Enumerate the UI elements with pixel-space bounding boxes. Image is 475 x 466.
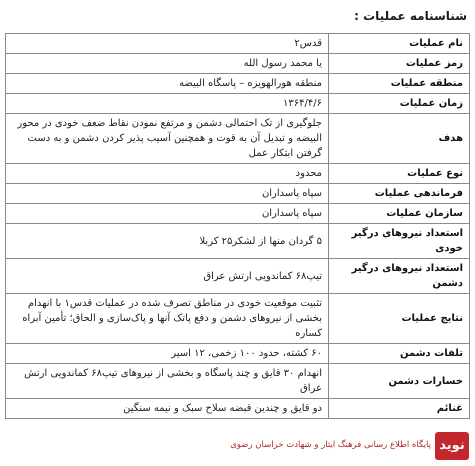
spec-label: خسارات دشمن bbox=[329, 364, 470, 399]
spec-row bbox=[6, 94, 470, 114]
spec-label: نوع عملیات bbox=[329, 164, 470, 184]
spec-label: سازمان عملیات bbox=[329, 204, 470, 224]
spec-row bbox=[6, 399, 470, 419]
spec-row bbox=[6, 259, 470, 294]
spec-label: منطقه عملیات bbox=[329, 74, 470, 94]
watermark-logo bbox=[230, 432, 469, 462]
spec-label: غنائم bbox=[329, 399, 470, 419]
section-heading: شناسنامه عملیات : bbox=[354, 9, 467, 23]
operation-spec-table bbox=[5, 33, 470, 419]
spec-row bbox=[6, 34, 470, 54]
spec-value: ۱۳۶۴/۴/۶ bbox=[6, 94, 329, 114]
spec-row bbox=[6, 364, 470, 399]
spec-value: ۵ گردان منها از لشکر۲۵ کربلا bbox=[6, 224, 329, 259]
spec-label: فرماندهی عملیات bbox=[329, 184, 470, 204]
spec-label: استعداد نیروهای درگیر دشمن bbox=[329, 259, 470, 294]
spec-value: تیپ۶۸ کماندویی ارتش عراق bbox=[6, 259, 329, 294]
spec-value: ۶۰ کشته، حدود ۱۰۰ زخمی، ۱۲ اسیر bbox=[6, 344, 329, 364]
spec-label: استعداد نیروهای درگیر خودی bbox=[329, 224, 470, 259]
spec-row bbox=[6, 344, 470, 364]
logo-mark: نوید bbox=[435, 432, 469, 460]
spec-row bbox=[6, 164, 470, 184]
spec-value: منطقه هورالهویزه – پاسگاه البیضه bbox=[6, 74, 329, 94]
spec-value: انهدام ۳۰ قایق و چند پاسگاه و بخشی از نیروهای تیپ۶۸ کماندویی ارتش عراق bbox=[6, 364, 329, 399]
spec-label: زمان عملیات bbox=[329, 94, 470, 114]
spec-value: تثبیت موقعیت خودی در مناطق تصرف شده در عملیات قدس۱ با انهدام بخشی از نیروهای دشمن و دفع پاتک آنها و پاک‌سازی و الحاق؛ تأمین آبراه کساره bbox=[6, 294, 329, 344]
spec-label: نتایج عملیات bbox=[329, 294, 470, 344]
spec-row bbox=[6, 54, 470, 74]
spec-value: سپاه پاسداران bbox=[6, 184, 329, 204]
spec-value: سپاه پاسداران bbox=[6, 204, 329, 224]
spec-label: رمز عملیات bbox=[329, 54, 470, 74]
logo-caption: پایگاه اطلاع رسانی فرهنگ ایثار و شهادت خراسان رضوی bbox=[230, 440, 431, 450]
spec-row bbox=[6, 204, 470, 224]
spec-value: محدود bbox=[6, 164, 329, 184]
spec-row bbox=[6, 224, 470, 259]
spec-row bbox=[6, 114, 470, 164]
operation-spec-body bbox=[6, 34, 470, 419]
spec-value: قدس۲ bbox=[6, 34, 329, 54]
spec-label: هدف bbox=[329, 114, 470, 164]
spec-value: یا محمد رسول الله bbox=[6, 54, 329, 74]
spec-label: نام عملیات bbox=[329, 34, 470, 54]
spec-row bbox=[6, 74, 470, 94]
spec-row bbox=[6, 294, 470, 344]
spec-row bbox=[6, 184, 470, 204]
spec-value: جلوگیری از تک احتمالی دشمن و مرتفع نمودن نقاط ضعف خودی در محور البیضه و تبدیل آن به قوت و همچنین آسیب پذیر کردن دشمن و به دست گرفتن ابتکار عمل bbox=[6, 114, 329, 164]
spec-value: دو قایق و چندین قبضه سلاح سبک و نیمه سنگین bbox=[6, 399, 329, 419]
spec-label: تلفات دشمن bbox=[329, 344, 470, 364]
